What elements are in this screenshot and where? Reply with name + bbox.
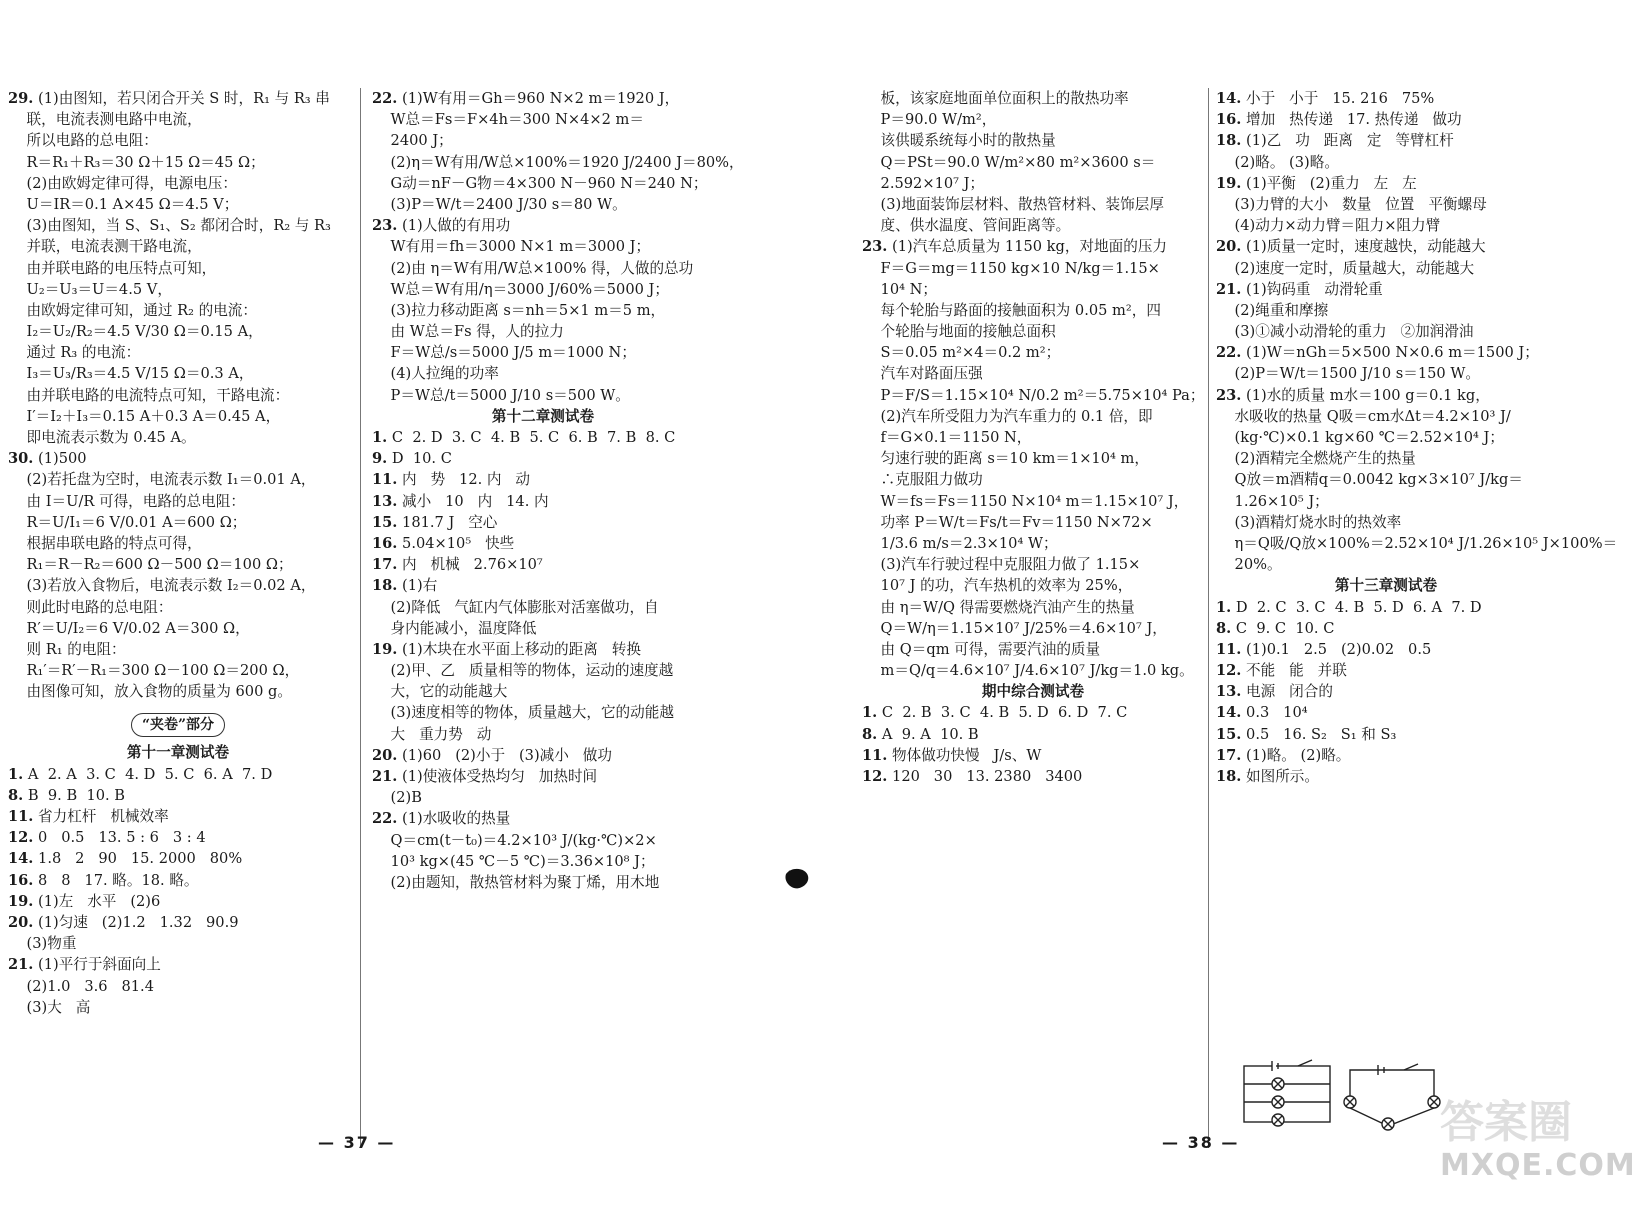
question-number: 21.	[372, 768, 398, 785]
answer-line: 20. (1)匀速 (2)1.2 1.32 90.9	[8, 913, 239, 931]
answer-line: 个轮胎与地面的接触总面积	[862, 323, 1056, 341]
question-number: 15.	[1216, 725, 1242, 743]
answer-column-2	[372, 88, 744, 893]
answer-line: (3)地面装饰层材料、散热管材料、装饰层厚	[862, 195, 1164, 213]
answer-line: R₁＝R－R₂＝600 Ω－500 Ω＝100 Ω；	[8, 556, 293, 574]
answer-line: 即电流表示数为 0.45 A。	[8, 429, 196, 446]
answer-line: I′＝I₂＋I₃＝0.15 A＋0.3 A＝0.45 A，	[8, 407, 281, 425]
answer-line: 1. C 2. B 3. C 4. B 5. D 6. D 7. C	[862, 704, 1128, 722]
answer-line: 11. 省力杠杆 机械效率	[8, 808, 169, 825]
answer-line: 匀速行驶的距离 s＝10 km＝1×10⁴ m，	[862, 450, 1149, 468]
answer-line: Q＝PSt＝90.0 W/m²×80 m²×3600 s＝	[862, 153, 1156, 171]
answer-line: 12. 0 0.5 13. 5 : 6 3 : 4	[8, 829, 206, 847]
answer-line: W总＝Fs＝F×4h＝300 N×4×2 m＝	[372, 111, 644, 129]
answer-line: W有用＝fh＝3000 N×1 m＝3000 J；	[372, 238, 651, 256]
answer-line: (2)由 η＝W有用/W总×100% 得，人做的总功	[372, 259, 694, 277]
answer-line: R₁′＝R′－R₁＝300 Ω－100 Ω＝200 Ω，	[8, 662, 300, 680]
answer-line: W＝fs＝Fs＝1150 N×10⁴ m＝1.15×10⁷ J，	[862, 492, 1189, 510]
answer-line: 21. (1)钩码重 动滑轮重	[1216, 280, 1383, 298]
answer-line: ∴克服阻力做功	[862, 471, 983, 489]
question-number: 11.	[1216, 640, 1242, 658]
circuit-diagram	[1238, 1060, 1448, 1132]
answer-line: 由 η＝W/Q 得需要燃烧汽油产生的热量	[862, 598, 1135, 616]
answer-line: 14. 1.8 2 90 15. 2000 80%	[8, 850, 243, 868]
answer-line: 身内能减小，温度降低	[372, 619, 537, 637]
question-number: 12.	[8, 829, 34, 847]
answer-line: Q放＝m酒精q＝0.0042 kg×3×10⁷ J/kg＝	[1216, 471, 1523, 489]
answer-line: 8. A 9. A 10. B	[862, 725, 979, 743]
section-badge: “夹卷”部分	[131, 713, 225, 737]
question-number: 18.	[1216, 768, 1242, 785]
question-number: 30.	[8, 450, 34, 468]
answer-line: m＝Q/q＝4.6×10⁷ J/4.6×10⁷ J/kg＝1.0 kg。	[862, 662, 1194, 680]
answer-line: 由并联电路的电压特点可知，	[8, 259, 217, 277]
answer-line: 17. (1)略。 (2)略。	[1216, 746, 1351, 764]
answer-line: (3)速度相等的物体，质量越大，它的动能越	[372, 704, 674, 722]
answer-line: 则此时电路的总电阻：	[8, 598, 173, 616]
answer-line: (2)甲、乙 质量相等的物体，运动的速度越	[372, 662, 674, 680]
answer-line: 19. (1)木块在水平面上移动的距离 转换	[372, 640, 641, 658]
answer-line: I₂＝U₂/R₂＝4.5 V/30 Ω＝0.15 A，	[8, 323, 263, 341]
answer-line: (2)η＝W有用/W总×100%＝1920 J/2400 J＝80%，	[372, 153, 744, 171]
answer-line: 1. D 2. C 3. C 4. B 5. D 6. A 7. D	[1216, 598, 1482, 616]
answer-line: Q＝cm(t－t₀)＝4.2×10³ J/(kg·℃)×2×	[372, 831, 657, 849]
answer-line: 15. 0.5 16. S₂ S₁ 和 S₃	[1216, 725, 1397, 743]
page-number-right: — 38 —	[1162, 1133, 1240, 1152]
question-number: 20.	[8, 913, 34, 931]
answer-line: 10⁴ N；	[862, 280, 937, 298]
section-heading: 第十一章测试卷	[126, 744, 230, 762]
answer-line: P＝W总/t＝5000 J/10 s＝500 W。	[372, 386, 630, 404]
answer-line: 由图像可知，放入食物的质量为 600 g。	[8, 683, 292, 701]
answer-line: 并联，电流表测干路电流，	[8, 238, 202, 256]
question-number: 21.	[1216, 280, 1242, 298]
answer-line: 8. C 9. C 10. C	[1216, 619, 1335, 637]
answer-line: 13. 电源 闭合的	[1216, 683, 1333, 701]
answer-line: 通过 R₃ 的电流：	[8, 344, 141, 362]
answer-line: 11. 内 势 12. 内 动	[372, 471, 531, 489]
column-divider-left	[360, 88, 361, 1148]
answer-line: (3)P＝W/t＝2400 J/30 s＝80 W。	[372, 195, 627, 213]
answer-line: 21. (1)平行于斜面向上	[8, 956, 161, 974]
question-number: 22.	[1216, 344, 1242, 362]
answer-line: (2)略。 (3)略。	[1216, 153, 1339, 171]
answer-line: (3)大 高	[8, 998, 91, 1016]
question-number: 19.	[8, 892, 34, 910]
answer-line: 20%。	[1216, 556, 1282, 574]
answer-line: 18. 如图所示。	[1216, 768, 1319, 785]
answer-line: F＝G＝mg＝1150 kg×10 N/kg＝1.15×	[862, 259, 1160, 277]
answer-line: 大 重力势 动	[372, 725, 492, 743]
answer-line: 1/3.6 m/s＝2.3×10⁴ W；	[862, 534, 1058, 552]
answer-line: 9. D 10. C	[372, 450, 452, 468]
answer-line: P＝90.0 W/m²，	[862, 111, 997, 129]
question-number: 17.	[1216, 746, 1242, 764]
question-number: 21.	[8, 956, 34, 974]
answer-line: I₃＝U₃/R₃＝4.5 V/15 Ω＝0.3 A，	[8, 365, 254, 383]
section-heading: 第十三章测试卷	[1334, 577, 1438, 595]
answer-line: (3)力臂的大小 数量 位置 平衡螺母	[1216, 195, 1487, 213]
answer-line: 11. 物体做功快慢 J/s、W	[862, 746, 1042, 764]
question-number: 9.	[372, 450, 388, 468]
question-number: 14.	[1216, 90, 1242, 107]
answer-line: η＝Q吸/Q放×100%＝2.52×10⁴ J/1.26×10⁵ J×100%＝	[1216, 534, 1618, 552]
answer-line: 每个轮胎与路面的接触面积为 0.05 m²，四	[862, 301, 1161, 319]
answer-line: 22. (1)水吸收的热量	[372, 810, 511, 828]
answer-line: 10³ kg×(45 ℃－5 ℃)＝3.36×10⁸ J；	[372, 852, 655, 870]
question-number: 8.	[862, 725, 878, 743]
answer-column-1	[8, 88, 348, 1018]
answer-line: 23. (1)水的质量 m水＝100 g＝0.1 kg，	[1216, 386, 1490, 404]
answer-line: 14. 0.3 10⁴	[1216, 704, 1308, 722]
answer-line: (2)绳重和摩擦	[1216, 301, 1329, 319]
answer-line: 21. (1)使液体受热均匀 加热时间	[372, 768, 598, 785]
answer-line: 由并联电路的电流特点可知，干路电流：	[8, 386, 290, 404]
answer-line: 根据串联电路的特点可得，	[8, 534, 202, 552]
question-number: 19.	[1216, 174, 1242, 192]
question-number: 20.	[372, 746, 398, 764]
answer-line: R＝R₁＋R₃＝30 Ω＋15 Ω＝45 Ω；	[8, 153, 265, 171]
answer-line: 23. (1)人做的有用功	[372, 217, 511, 235]
question-number: 8.	[1216, 619, 1232, 637]
question-number: 23.	[372, 217, 398, 235]
answer-line: 12. 120 30 13. 2380 3400	[862, 768, 1083, 785]
answer-line: 所以电路的总电阻：	[8, 132, 158, 150]
question-number: 1.	[372, 429, 388, 446]
answer-line: (3)酒精灯烧水时的热效率	[1216, 513, 1402, 531]
section-badge-row	[8, 702, 348, 742]
question-number: 14.	[1216, 704, 1242, 722]
answer-line: 29. (1)由图知，若只闭合开关 S 时，R₁ 与 R₃ 串	[8, 90, 330, 107]
answer-line: 30. (1)500	[8, 450, 87, 468]
answer-line: 水吸收的热量 Q吸＝cm水Δt＝4.2×10³ J/	[1216, 407, 1511, 425]
answer-line: (2)由题知，散热管材料为聚丁烯，用木地	[372, 873, 660, 891]
answer-column-4	[1216, 88, 1618, 787]
question-number: 20.	[1216, 238, 1242, 256]
answer-line: 18. (1)右	[372, 577, 438, 595]
answer-line: (3)物重	[8, 935, 77, 953]
answer-line: 20. (1)60 (2)小于 (3)减小 做功	[372, 746, 612, 764]
answer-line: F＝W总/s＝5000 J/5 m＝1000 N；	[372, 344, 636, 362]
answer-line: 联，电流表测电路中电流，	[8, 111, 202, 129]
question-number: 13.	[372, 492, 398, 510]
answer-line: 板，该家庭地面单位面积上的散热功率	[862, 90, 1129, 107]
answer-line: 功率 P＝W/t＝Fs/t＝Fv＝1150 N×72×	[862, 513, 1153, 531]
question-number: 12.	[1216, 662, 1242, 680]
answer-line: P＝F/S＝1.15×10⁴ N/0.2 m²＝5.75×10⁴ Pa；	[862, 386, 1205, 404]
answer-line: 16. 增加 热传递 17. 热传递 做功	[1216, 111, 1462, 129]
answer-line: 由 I＝U/R 可得，电路的总电阻：	[8, 492, 245, 510]
answer-column-3	[862, 88, 1204, 787]
answer-line: G动＝nF－G物＝4×300 N－960 N＝240 N；	[372, 174, 708, 192]
answer-line: 大，它的动能越大	[372, 683, 508, 701]
answer-line: (kg·℃)×0.1 kg×60 ℃＝2.52×10⁴ J；	[1216, 429, 1504, 446]
answer-line: (2)降低 气缸内气体膨胀对活塞做功，自	[372, 598, 659, 616]
answer-line: 则 R₁ 的电阻：	[8, 640, 126, 658]
answer-line: 度、供水温度、管间距离等。	[862, 217, 1071, 235]
question-number: 22.	[372, 90, 398, 107]
question-number: 1.	[862, 704, 878, 722]
question-number: 23.	[1216, 386, 1242, 404]
answer-line: 22. (1)W有用＝Gh＝960 N×2 m＝1920 J，	[372, 90, 680, 107]
answer-line: 1. C 2. D 3. C 4. B 5. C 6. B 7. B 8. C	[372, 429, 676, 446]
answer-line: (2)若托盘为空时，电流表示数 I₁＝0.01 A，	[8, 471, 316, 489]
answer-line: 汽车对路面压强	[862, 365, 983, 383]
answer-line: 由 Q＝qm 可得，需要汽油的质量	[862, 640, 1101, 658]
answer-line: R′＝U/I₂＝6 V/0.02 A＝300 Ω，	[8, 619, 250, 637]
answer-line: 2400 J；	[372, 132, 453, 150]
answer-line: (2)1.0 3.6 81.4	[8, 977, 154, 995]
answer-line: 16. 5.04×10⁵ 快些	[372, 534, 515, 552]
answer-line: (3)①减小动滑轮的重力 ②加润滑油	[1216, 323, 1474, 341]
question-number: 1.	[8, 765, 24, 783]
answer-line: (4)人拉绳的功率	[372, 365, 499, 383]
answer-line: (3)拉力移动距离 s＝nh＝5×1 m＝5 m，	[372, 301, 666, 319]
answer-line: R＝U/I₁＝6 V/0.01 A＝600 Ω；	[8, 513, 247, 531]
answer-line: 20. (1)质量一定时，速度越快，动能越大	[1216, 238, 1486, 256]
question-number: 1.	[1216, 598, 1232, 616]
answer-line: (2)由欧姆定律可得，电源电压：	[8, 174, 237, 192]
answer-line: (2)酒精完全燃烧产生的热量	[1216, 450, 1416, 468]
question-number: 13.	[1216, 683, 1242, 701]
question-number: 12.	[862, 768, 888, 785]
answer-line: 由 W总＝Fs 得，人的拉力	[372, 323, 564, 341]
answer-line: (2)P＝W/t＝1500 J/10 s＝150 W。	[1216, 365, 1480, 383]
watermark-logo: 答案圈	[1440, 1097, 1572, 1148]
answer-line: (3)由图知，当 S、S₁、S₂ 都闭合时，R₂ 与 R₃	[8, 217, 331, 235]
answer-line: W总＝W有用/η＝3000 J/60%＝5000 J；	[372, 280, 669, 298]
answer-line: 14. 小于 小于 15. 216 75%	[1216, 90, 1435, 107]
section-heading: 期中综合测试卷	[981, 683, 1085, 701]
answer-line: 22. (1)W＝nGh＝5×500 N×0.6 m＝1500 J；	[1216, 344, 1539, 362]
answer-line: 17. 内 机械 2.76×10⁷	[372, 556, 543, 574]
answer-line: 11. (1)0.1 2.5 (2)0.02 0.5	[1216, 640, 1432, 658]
answer-line: (4)动力×动力臂＝阻力×阻力臂	[1216, 217, 1441, 235]
question-number: 16.	[372, 534, 398, 552]
answer-line: 2.592×10⁷ J；	[862, 174, 985, 192]
question-number: 17.	[372, 556, 398, 574]
answer-line: 13. 减小 10 内 14. 内	[372, 492, 549, 510]
answer-line: 10⁷ J 的功，汽车热机的效率为 25%，	[862, 577, 1133, 595]
question-number: 19.	[372, 640, 398, 658]
answer-line: S＝0.05 m²×4＝0.2 m²；	[862, 344, 1061, 362]
watermark-text: MXQE.COM	[1440, 1148, 1636, 1183]
question-number: 16.	[1216, 111, 1242, 129]
answer-line: U＝IR＝0.1 A×45 Ω＝4.5 V；	[8, 195, 239, 213]
question-number: 16.	[8, 871, 34, 889]
question-number: 29.	[8, 90, 34, 107]
answer-line: f＝G×0.1＝1150 N，	[862, 429, 1032, 446]
question-number: 11.	[8, 808, 34, 825]
answer-line: 12. 不能 能 并联	[1216, 662, 1347, 680]
question-number: 14.	[8, 850, 34, 868]
answer-line: (2)汽车所受阻力为汽车重力的 0.1 倍，即	[862, 407, 1153, 425]
question-number: 18.	[372, 577, 398, 595]
answer-line: 1. A 2. A 3. C 4. D 5. C 6. A 7. D	[8, 765, 273, 783]
answer-line: 15. 181.7 J 空心	[372, 513, 498, 531]
question-number: 8.	[8, 786, 24, 804]
answer-line: 该供暖系统每小时的散热量	[862, 132, 1056, 150]
section-heading: 第十二章测试卷	[491, 407, 595, 425]
answer-line: (3)若放入食物后，电流表示数 I₂＝0.02 A，	[8, 577, 316, 595]
answer-line: (2)速度一定时，质量越大，动能越大	[1216, 259, 1475, 277]
answer-line: 18. (1)乙 功 距离 定 等臂杠杆	[1216, 132, 1454, 150]
answer-line: Q＝W/η＝1.15×10⁷ J/25%＝4.6×10⁷ J，	[862, 619, 1167, 637]
question-number: 15.	[372, 513, 398, 531]
question-number: 11.	[372, 471, 398, 489]
page-number-left: — 37 —	[318, 1133, 396, 1152]
ink-blot-mark	[782, 860, 812, 896]
question-number: 11.	[862, 746, 888, 764]
answer-line: 23. (1)汽车总质量为 1150 kg，对地面的压力	[862, 238, 1168, 256]
answer-line: 8. B 9. B 10. B	[8, 786, 126, 804]
answer-line: 19. (1)左 水平 (2)6	[8, 892, 161, 910]
question-number: 23.	[862, 238, 888, 256]
answer-line: 1.26×10⁵ J；	[1216, 492, 1329, 510]
answer-line: (3)汽车行驶过程中克服阻力做了 1.15×	[862, 556, 1141, 574]
question-number: 18.	[1216, 132, 1242, 150]
answer-line: 19. (1)平衡 (2)重力 左 左	[1216, 174, 1417, 192]
answer-line: 由欧姆定律可知，通过 R₂ 的电流：	[8, 301, 257, 319]
answer-line: U₂＝U₃＝U＝4.5 V，	[8, 280, 172, 298]
question-number: 22.	[372, 810, 398, 828]
answer-line: 16. 8 8 17. 略。18. 略。	[8, 871, 199, 889]
answer-line: (2)B	[372, 789, 422, 807]
column-divider-right	[1208, 88, 1209, 1148]
